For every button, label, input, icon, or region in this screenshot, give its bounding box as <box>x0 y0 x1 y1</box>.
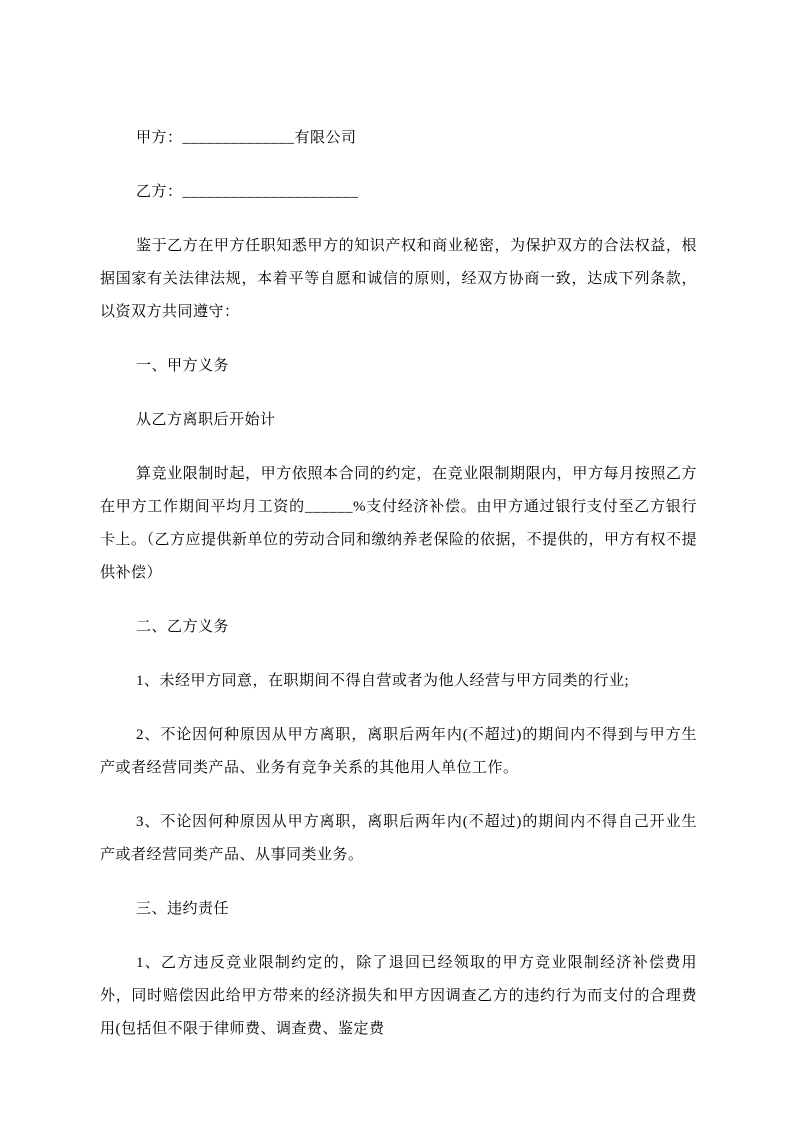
party-b-line: 乙方：______________________ <box>136 184 359 200</box>
section-2-item-3: 3、不论因何种原因从甲方离职，离职后两年内(不超过)的期间内不得自己开业生产或者经营同类产品、从事同类业务。 <box>100 814 697 863</box>
section-2-item-2: 2、不论因何种原因从甲方离职，离职后两年内(不超过)的期间内不得到与甲方生产或者经营同类产品、业务有竞争关系的其他用人单位工作。 <box>100 727 697 776</box>
section-2-heading: 二、乙方义务 <box>136 619 230 635</box>
section-1-lead-line: 从乙方离职后开始计 <box>136 412 276 428</box>
section-3-item-1: 1、乙方违反竞业限制约定的，除了退回已经领取的甲方竞业限制经济补偿费用外，同时赔偿因此给甲方带来的经济损失和甲方因调查乙方的违约行为而支付的合理费用(包括但不限于律师费、调查费、鉴定费 <box>100 955 697 1037</box>
section-2-item-1: 1、未经甲方同意，在职期间不得自营或者为他人经营与甲方同类的行业; <box>136 673 630 689</box>
preamble-paragraph: 鉴于乙方在甲方任职知悉甲方的知识产权和商业秘密，为保护双方的合法权益，根据国家有关法律法规，本着平等自愿和诚信的原则，经双方协商一致，达成下列条款，以资双方共同遵守： <box>100 238 697 320</box>
party-a-line: 甲方：______________有限公司 <box>136 130 357 146</box>
section-1-body: 算竞业限制时起，甲方依照本合同的约定，在竞业限制期限内，甲方每月按照乙方在甲方工作期间平均月工资的______%支付经济补偿。由甲方通过银行支付至乙方银行卡上。（乙方应提供新单位的劳动合同和缴纳养老保险的依据，不提供的，甲方有权不提供补偿） <box>100 466 698 581</box>
section-3-heading: 三、违约责任 <box>136 901 230 917</box>
section-1-heading: 一、甲方义务 <box>136 358 230 374</box>
